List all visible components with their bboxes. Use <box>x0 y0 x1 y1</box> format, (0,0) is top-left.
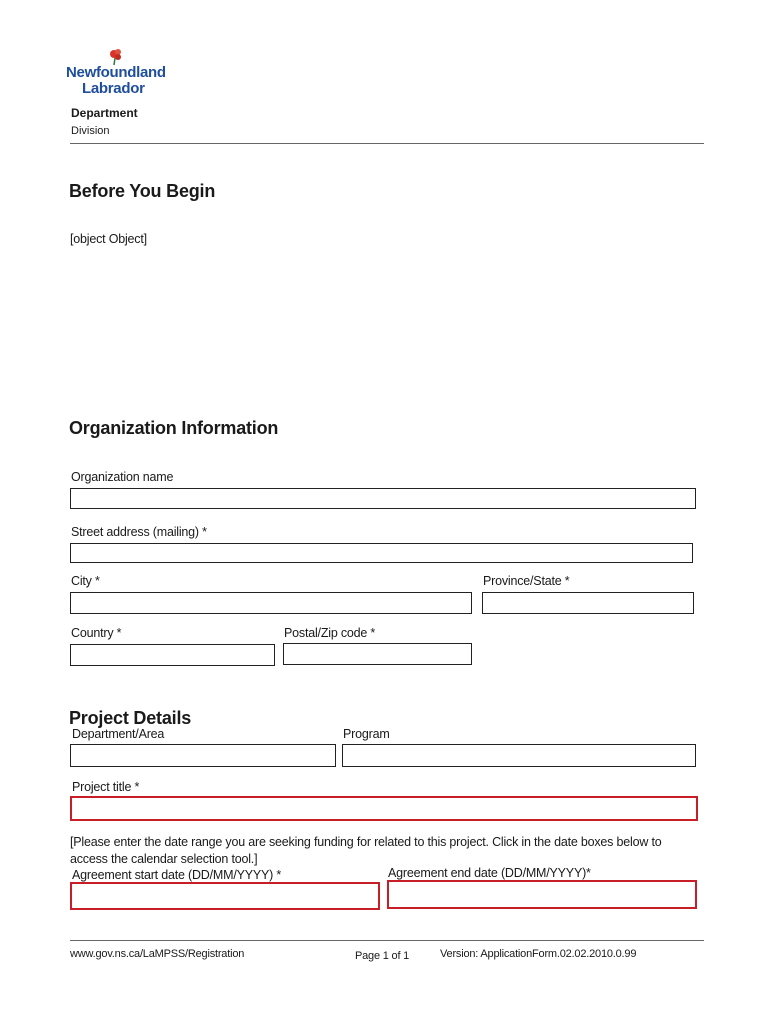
country-label: Country * <box>71 626 122 640</box>
project-title-label: Project title * <box>72 780 140 794</box>
before-you-begin-heading: Before You Begin <box>69 181 216 201</box>
department-label: Department <box>71 106 138 120</box>
city-field[interactable] <box>70 592 472 614</box>
country-field[interactable] <box>70 644 275 666</box>
street-address-label: Street address (mailing) * <box>71 525 207 539</box>
agreement-end-date-label: Agreement end date (DD/MM/YYYY)* <box>388 866 591 880</box>
street-address-field[interactable] <box>70 543 693 563</box>
department-area-field[interactable] <box>70 744 336 767</box>
before-you-begin-text: [object Object] <box>70 232 147 246</box>
project-details-heading: Project Details <box>69 708 192 728</box>
division-label: Division <box>71 125 110 137</box>
footer-page-number: Page 1 of 1 <box>355 950 410 962</box>
program-field[interactable] <box>342 744 696 767</box>
city-label: City * <box>71 574 100 588</box>
agreement-end-date-field[interactable] <box>387 880 697 909</box>
department-area-label: Department/Area <box>72 727 165 741</box>
footer-url: www.gov.ns.ca/LaMPSS/Registration <box>70 948 245 960</box>
footer-version: Version: ApplicationForm.02.02.2010.0.99 <box>440 948 637 960</box>
agreement-start-date-field[interactable] <box>70 882 380 910</box>
date-range-instructions: [Please enter the date range you are seeking funding for related to this project. Click in the date boxes below to access the calendar selection tool.] <box>70 835 662 866</box>
logo-text-line2: Labrador <box>82 80 145 97</box>
program-label: Program <box>343 727 390 741</box>
agreement-start-date-label: Agreement start date (DD/MM/YYYY) * <box>72 868 282 882</box>
project-title-field[interactable] <box>70 796 698 821</box>
postal-code-field[interactable] <box>283 643 472 665</box>
province-state-field[interactable] <box>482 592 694 614</box>
organization-information-heading: Organization Information <box>69 418 279 438</box>
header-divider <box>70 143 704 144</box>
postal-code-label: Postal/Zip code * <box>284 626 376 640</box>
government-logo <box>66 48 166 98</box>
logo-text-line1: Newfoundland <box>66 64 166 81</box>
organization-name-label: Organization name <box>71 470 174 484</box>
province-state-label: Province/State * <box>483 574 570 588</box>
footer-divider <box>70 940 704 941</box>
organization-name-field[interactable] <box>70 488 696 509</box>
